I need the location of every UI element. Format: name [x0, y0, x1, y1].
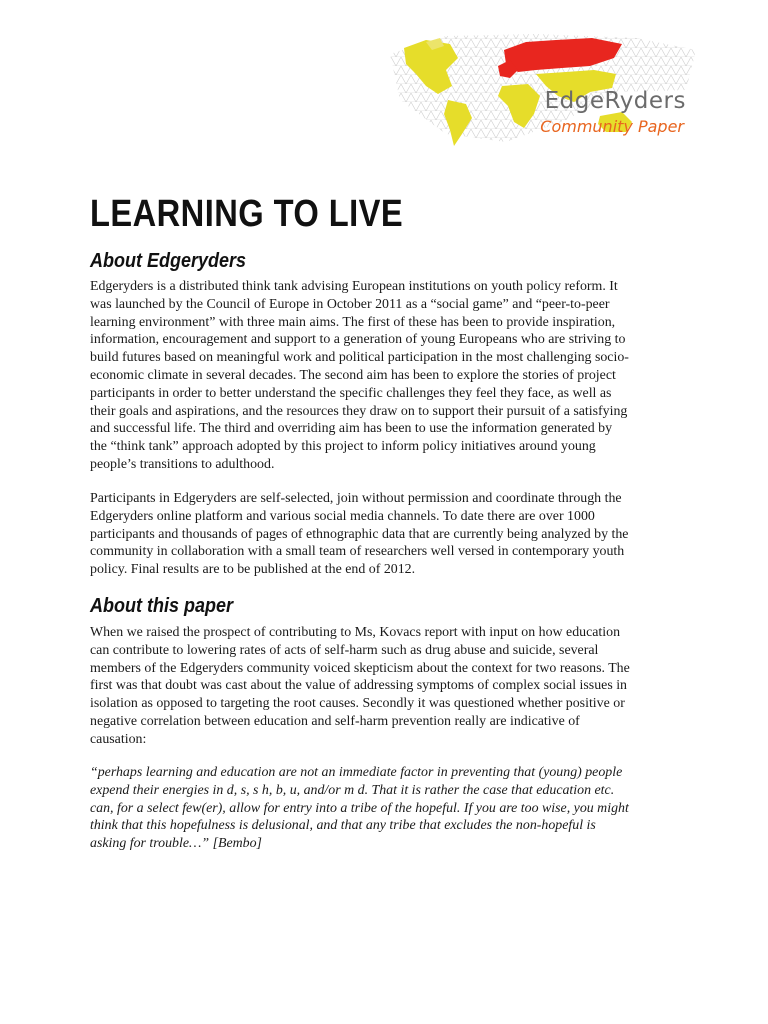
text-line: the “think tank” approach adopted by this project to inform policy initiatives around young [90, 439, 596, 455]
text-line: learning environment” with three main aims. The first of these has been to provide inspiration, [90, 314, 616, 330]
quote-line: “perhaps learning and education are not an immediate factor in preventing that (young) people [90, 765, 623, 780]
text-line: economic climate in several decades. The second aim has been to explore the stories of project [90, 367, 616, 383]
text-line: When we raised the prospect of contributing to Ms, Kovacs report with input on how education [90, 625, 621, 640]
text-line: participants and thousands of pages of ethnographic data that are currently being analyzed by the [90, 526, 629, 542]
text-line: can contribute to lowering rates of acts of self-harm such as drug abuse and suicide, several [90, 642, 599, 658]
text-line: negative correlation between education and self-harm prevention really are indicative of [90, 713, 580, 729]
text-line: people’s transitions to adulthood. [90, 456, 275, 472]
text-line: first was that doubt was cast about the value of addressing symptoms of complex social issues in [90, 678, 628, 694]
quote-line: can, for a select few(er), allow for entry into a tribe of the hopeful. If you are too wise, you might [90, 800, 629, 816]
text-line: Edgeryders online platform and various social media channels. To date there are over 1000 [90, 508, 595, 524]
paragraph-about-edgeryders-1 [90, 278, 676, 474]
section-heading-about-edgeryders: About Edgeryders [90, 250, 247, 272]
text-line: build futures based on meaningful work and political participation in the most challenging socio- [90, 350, 629, 366]
logo-subtitle: Community Paper [540, 117, 684, 136]
quote-line: asking for trouble…” [Bembo] [90, 836, 262, 852]
text-line: members of the Edgeryders community voiced skepticism about the context for two reasons. The [90, 660, 630, 676]
text-line: their goals and aspirations, and the resources they draw on to support their pursuit of a satisfying [90, 403, 628, 419]
text-line: community in collaboration with a small team of researchers well versed in contemporary youth [90, 544, 625, 560]
text-line: was launched by the Council of Europe in October 2011 as a “social game” and “peer-to-peer [90, 296, 610, 312]
text-line: policy. Final results are to be published at the end of 2012. [90, 562, 416, 578]
text-line: and successful life. The third and overriding aim has been to use the information generated by [90, 421, 613, 437]
paragraph-about-this-paper [90, 624, 676, 749]
logo-name: EdgeRyders [544, 88, 686, 114]
edgeryders-logo [386, 30, 698, 148]
quote-line: expend their energies in d, s, s h, b, u, and/or m d. That it is rather the case that education etc. [90, 782, 615, 798]
text-line: isolation as opposed to targeting the root causes. Secondly it was questioned whether positive or [90, 696, 625, 712]
text-line: information, encouragement and support to a generation of young Europeans who are striving to [90, 332, 626, 348]
text-line: Edgeryders is a distributed think tank advising European institutions on youth policy reform. It [90, 279, 618, 294]
quote-line: think that this hopefulness is delusional, and that any tribe that excludes the non-hopeful is [90, 818, 596, 834]
text-line: Participants in Edgeryders are self-selected, join without permission and coordinate through the [90, 491, 622, 506]
text-line: participants in order to better understand the specific challenges they feel they face, as well as [90, 385, 612, 401]
section-heading-about-this-paper: About this paper [90, 595, 234, 617]
paragraph-about-edgeryders-2 [90, 490, 676, 579]
block-quote [90, 764, 676, 853]
text-line: causation: [90, 731, 147, 747]
page-title: LEARNING TO LIVE [90, 193, 404, 235]
